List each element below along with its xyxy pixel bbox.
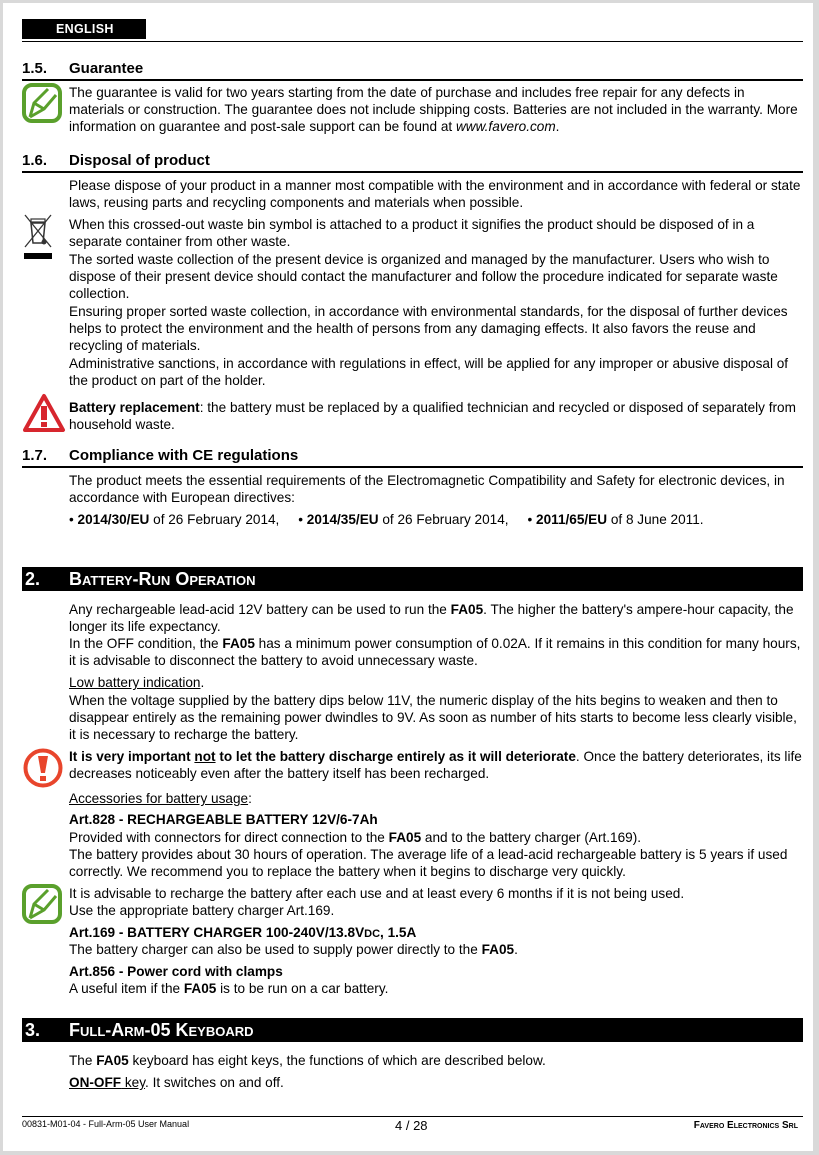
section-number: 1.7. bbox=[22, 447, 48, 464]
battery-discharge-warning: It is very important not to let the battery discharge entirely as it will deteriorate. Once the battery deteriorates, its life decreases noticeably even after the battery itself has been recharged. bbox=[69, 749, 802, 782]
recharge-tip-2: Use the appropriate battery charger Art.169. bbox=[69, 903, 335, 918]
footer-doc-id: 00831-M01-04 - Full-Arm-05 User Manual bbox=[22, 1119, 190, 1129]
battery-replacement-note: Battery replacement: the battery must be replaced by a qualified technician and recycled or disposed of separately from household waste. bbox=[69, 400, 796, 433]
website-link[interactable]: www.favero.com bbox=[455, 119, 556, 135]
section-title: Disposal of product bbox=[69, 152, 210, 169]
compliance-intro: The product meets the essential requirements of the Electromagnetic Compatibility and Safety for electronic devices, in accordance with European directives: bbox=[69, 473, 785, 506]
note-pencil-icon bbox=[22, 83, 62, 123]
battery-run-paragraph-2: In the OFF condition, the FA05 has a minimum power consumption of 0.02A. If it remains in this condition for many hours, it is advisable to disconnect the battery to avoid unnecessary waste. bbox=[69, 636, 801, 669]
section-heading-guarantee bbox=[22, 59, 803, 81]
chapter-heading-battery-run bbox=[22, 567, 803, 591]
section-title: Guarantee bbox=[69, 60, 144, 77]
art856-title: Art.856 - Power cord with clamps bbox=[69, 964, 283, 979]
low-battery-text: When the voltage supplied by the battery dips below 11V, the numeric display of the hits begins to weaken and then to disappear entirely as the remaining power dwindles to 9V. As soon as number of hits starts to become less clearly visible, it is necessary to recharge the battery. bbox=[69, 693, 797, 743]
disposal-paragraph-3: The sorted waste collection of the present device is organized and managed by the manufacturer. Users who wish to dispose of their present device should contact the manufacturer and follow the procedure indicated for separate waste collection. bbox=[69, 252, 778, 302]
low-battery-heading: Low battery indication. bbox=[69, 675, 205, 690]
art169-text: The battery charger can also be used to supply power directly to the FA05. bbox=[69, 942, 518, 957]
disposal-paragraph-1: Please dispose of your product in a manner most compatible with the environment and in accordance with federal or state laws, reusing parts and recycling components and materials when possible. bbox=[69, 178, 801, 211]
section-heading-disposal bbox=[22, 151, 803, 173]
chapter-number: 2. bbox=[25, 569, 41, 589]
art828-paragraph-2: The battery provides about 30 hours of operation. The average life of a lead-acid rechargeable battery is 5 years if used correctly. We recommend you to replace the battery when it begins to discharge very quickly. bbox=[69, 847, 788, 880]
crossed-bin-icon bbox=[23, 213, 53, 261]
disposal-paragraph-2: When this crossed-out waste bin symbol is attached to a product it signifies the product should be disposed of in a separate container from other waste. bbox=[69, 217, 755, 250]
section-title: Compliance with CE regulations bbox=[69, 447, 299, 464]
section-heading-compliance bbox=[22, 446, 803, 468]
chapter-heading-keyboard bbox=[22, 1018, 803, 1042]
disposal-paragraph-5: Administrative sanctions, in accordance with regulations in effect, will be applied for any improper or abusive disposal of the product on part of the holder. bbox=[69, 356, 789, 389]
directive-item: • 2014/35/EU of 26 February 2014, bbox=[298, 512, 509, 527]
onoff-key-description: ON-OFF key. It switches on and off. bbox=[69, 1075, 284, 1090]
alert-exclamation-icon bbox=[22, 747, 64, 789]
recharge-tip-1: It is advisable to recharge the battery after each use and at least every 6 months if it is not being used. bbox=[69, 886, 685, 901]
note-pencil-icon bbox=[22, 884, 62, 924]
art828-paragraph-1: Provided with connectors for direct connection to the FA05 and to the battery charger (Art.169). bbox=[69, 830, 642, 845]
section-number: 1.6. bbox=[22, 152, 48, 169]
battery-run-paragraph-1: Any rechargeable lead-acid 12V battery can be used to run the FA05. The higher the battery's ampere-hour capacity, the longer its life expectancy. bbox=[69, 602, 794, 635]
guarantee-text: The guarantee is valid for two years starting from the date of purchase and includes free repair for any defects in materials or construction. The guarantee does not include shipping costs. Batteries are not included in the warranty. More information on guarantee and post-sale support can be found at www.favero.com. bbox=[69, 85, 798, 135]
section-number: 1.5. bbox=[22, 60, 48, 77]
directives-list bbox=[69, 511, 803, 528]
language-header bbox=[22, 19, 803, 42]
warning-triangle-icon bbox=[22, 393, 66, 433]
art828-title: Art.828 - RECHARGEABLE BATTERY 12V/6-7Ah bbox=[69, 812, 378, 827]
chapter-number: 3. bbox=[25, 1020, 41, 1040]
accessories-heading: Accessories for battery usage: bbox=[69, 791, 252, 806]
disposal-paragraph-4: Ensuring proper sorted waste collection, in accordance with environmental standards, for the disposal of further devices helps to protect the environment and the health of persons from any damaging effects. It also favors the reuse and recycling of materials. bbox=[69, 304, 788, 354]
chapter-title: Full-Arm-05 Keyboard bbox=[69, 1020, 254, 1040]
footer-page-number: 4 / 28 bbox=[395, 1118, 428, 1133]
directive-item: • 2014/30/EU of 26 February 2014, bbox=[69, 512, 280, 527]
footer-company: Favero Electronics Srl bbox=[693, 1120, 798, 1131]
art169-title: Art.169 - BATTERY CHARGER 100-240V/13.8VDC, 1.5A bbox=[69, 925, 417, 940]
document-page bbox=[3, 3, 813, 1151]
chapter-title: Battery-Run Operation bbox=[69, 569, 256, 589]
footer-divider bbox=[22, 1116, 803, 1117]
keyboard-intro: The FA05 keyboard has eight keys, the functions of which are described below. bbox=[69, 1053, 546, 1068]
language-tab: ENGLISH bbox=[22, 19, 146, 39]
art856-text: A useful item if the FA05 is to be run on a car battery. bbox=[69, 981, 389, 996]
directive-item: • 2011/65/EU of 8 June 2011. bbox=[527, 512, 704, 527]
